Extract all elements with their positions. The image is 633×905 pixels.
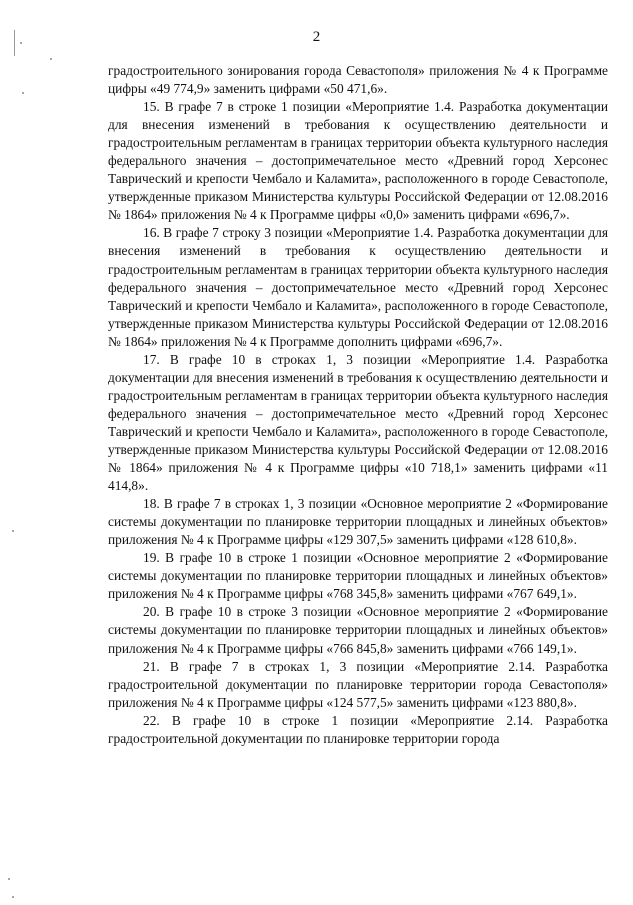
paragraph: 20. В графе 10 в строке 3 позиции «Основное мероприятие 2 «Формирование системы документации по планировке территории площадных и линейных объектов» приложения № 4 к Программе цифры «766 845,8» заменить цифрами «766 149,1». (108, 604, 608, 656)
paragraph: 22. В графе 10 в строке 1 позиции «Мероприятие 2.14. Разработка градостроительной документации по планировке территории города (108, 712, 608, 746)
paragraph: 19. В графе 10 в строке 1 позиции «Основное мероприятие 2 «Формирование системы документации по планировке территории площадных и линейных объектов» приложения № 4 к Программе цифры «768 345,8» заменить цифрами «767 649,1». (108, 550, 608, 602)
page-number: 2 (312, 29, 321, 45)
paragraph: градостроительного зонирования города Севастополя» приложения № 4 к Программе цифры «49 774,9» заменить цифрами «50 471,6». (108, 63, 608, 97)
scan-speck (8, 878, 10, 880)
paragraph: 16. В графе 7 строку 3 позиции «Мероприятие 1.4. Разработка документации для внесения изменений в требования к осуществлению деятельности и градостроительным регламентам в границах территории объекта культурного наследия федерального значения – достопримечательное место «Древний город Херсонес Таврический и крепости Чембало и Каламита», расположенного в городе Севастополе, утвержденные приказом Министерства культуры Российской Федерации от 12.08.2016 № 1864» приложения № 4 к Программе дополнить цифрами «696,7». (108, 225, 608, 349)
paragraph: 15. В графе 7 в строке 1 позиции «Мероприятие 1.4. Разработка документации для внесения изменений в требования к осуществлению деятельности и градостроительным регламентам в границах территории объекта культурного наследия федерального значения – достопримечательное место «Древний город Херсонес Таврический и крепости Чембало и Каламита», расположенного в городе Севастополе, утвержденные приказом Министерства культуры Российской Федерации от 12.08.2016 № 1864» приложения № 4 к Программе цифры «0,0» заменить цифрами «696,7». (108, 99, 608, 223)
paragraph: 21. В графе 7 в строках 1, 3 позиции «Мероприятие 2.14. Разработка градостроительной документации по планировке территории города Севастополя» приложения № 4 к Программе цифры «124 577,5» заменить цифрами «123 880,8». (108, 658, 608, 710)
scan-speck (12, 896, 14, 898)
scan-speck (22, 92, 24, 94)
scan-speck (12, 530, 14, 532)
document-body (108, 62, 608, 748)
scan-speck (50, 58, 52, 60)
paragraph: 17. В графе 10 в строках 1, 3 позиции «Мероприятие 1.4. Разработка документации для внесения изменений в требования к осуществлению деятельности и градостроительным регламентам в границах территории объекта культурного наследия федерального значения – достопримечательное место «Древний город Херсонес Таврический и крепости Чембало и Каламита», расположенного в городе Севастополе, утвержденные приказом Министерства культуры Российской Федерации от 12.08.2016 № 1864» приложения № 4 к Программе цифры «10 718,1» заменить цифрами «11 414,8». (108, 351, 608, 494)
paragraph: 18. В графе 7 в строках 1, 3 позиции «Основное мероприятие 2 «Формирование системы документации по планировке территории площадных и линейных объектов» приложения № 4 к Программе цифры «129 307,5» заменить цифрами «128 610,8». (108, 496, 608, 548)
